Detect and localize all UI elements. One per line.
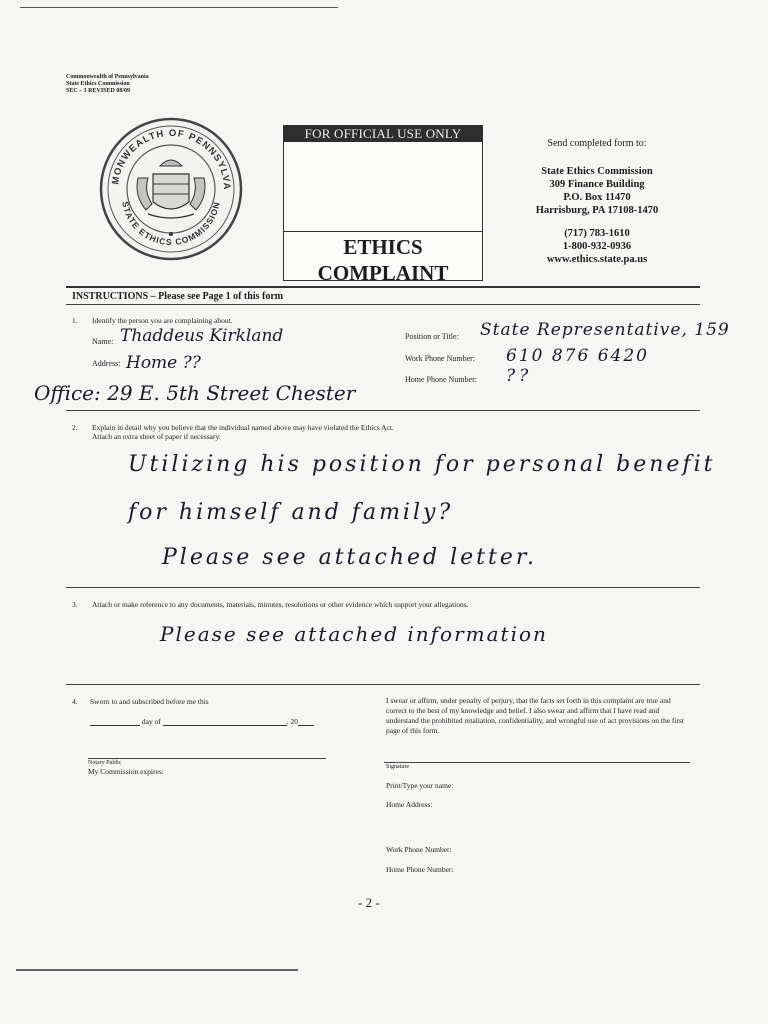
position-label: Position or Title:: [405, 332, 459, 341]
position-value[interactable]: State Representative, 159: [480, 320, 730, 340]
seal-bottom-text: STATE ETHICS COMMISSION: [120, 200, 222, 248]
section3-number: 3.: [72, 600, 78, 609]
form-title-line1: ETHICS: [343, 235, 423, 259]
address-street: 309 Finance Building: [549, 179, 645, 190]
send-to-label: Send completed form to:: [547, 138, 647, 149]
name-value[interactable]: Thaddeus Kirkland: [120, 326, 284, 346]
explanation-line2[interactable]: for himself and family?: [128, 500, 454, 525]
month-blank[interactable]: [163, 716, 287, 726]
section1-prompt: Identify the person you are complaining about.: [92, 316, 233, 325]
year-blank[interactable]: [298, 716, 314, 726]
divider: [66, 304, 700, 305]
section3-prompt: Attach or make reference to any documents, materials, minutes, resolutions or other evidence which support your allegations.: [92, 600, 469, 609]
phone-1: (717) 783-1610: [564, 228, 630, 239]
mailing-address: [512, 165, 682, 266]
header-commission: State Ethics Commission: [66, 81, 130, 87]
section2-prompt-line2: Attach an extra sheet of paper if necessary.: [92, 432, 221, 441]
divider: [66, 286, 700, 288]
address-value[interactable]: Home ??: [126, 353, 201, 373]
form-header: [66, 74, 149, 95]
print-name-label: Print/Type your name:: [386, 781, 454, 790]
commission-seal: [98, 116, 244, 262]
scan-edge-bottom: [16, 969, 298, 971]
address-city: Harrisburg, PA 17108-1470: [535, 205, 659, 216]
work-phone-value[interactable]: 610 876 6420: [506, 346, 649, 366]
year-label: , 20: [286, 717, 298, 726]
section2-number: 2.: [72, 423, 78, 432]
day-of-label: day of: [141, 717, 161, 726]
divider: [66, 587, 700, 588]
explanation-line3[interactable]: Please see attached letter.: [162, 545, 537, 570]
notary-label: Notary Public: [88, 760, 122, 766]
signer-home-phone-label: Home Phone Number:: [386, 865, 454, 874]
office-address-value[interactable]: Office: 29 E. 5th Street Chester: [34, 381, 356, 405]
home-phone-value[interactable]: ??: [506, 366, 533, 386]
notary-signature-line[interactable]: [88, 758, 326, 759]
explanation-line1[interactable]: Utilizing his position for personal benefit: [128, 452, 716, 477]
work-phone-label: Work Phone Number:: [405, 354, 476, 363]
home-address-label: Home Address:: [386, 800, 433, 809]
evidence-line1[interactable]: Please see attached information: [160, 622, 548, 646]
seal-top-text: MONWEALTH OF PENNSYLVA: [110, 127, 233, 191]
section4-number: 4.: [72, 697, 78, 706]
instructions: INSTRUCTIONS – Please see Page 1 of this form: [72, 291, 284, 302]
affirmation-text: I swear or affirm, under penalty of perjury, that the facts set forth in this complaint are true and correct to the best of my knowledge and belief. I also swear and affirm that I have read and understand the prohibited retaliation, confidentiality, and wrongful use of act provisions on the first page of this form.: [386, 696, 684, 735]
signer-work-phone-label: Work Phone Number:: [386, 845, 452, 854]
page-number: - 2 -: [358, 895, 380, 910]
section2-prompt-line1: Explain in detail why you believe that the individual named above may have violated the Ethics Act.: [92, 423, 394, 432]
address-po-box: P.O. Box 11470: [563, 192, 631, 203]
address-org: State Ethics Commission: [541, 166, 653, 177]
sworn-label: Sworn to and subscribed before me this: [90, 697, 209, 706]
day-blank[interactable]: [90, 716, 140, 726]
header-commonwealth: Commonwealth of Pennsylvania: [66, 74, 149, 80]
section1-number: 1.: [72, 316, 78, 325]
divider: [66, 410, 700, 411]
signature-label: Signature: [386, 764, 409, 770]
sworn-date-line: [90, 716, 314, 726]
seal-icon: [98, 116, 244, 262]
phone-2: 1-800-932-0936: [562, 241, 632, 252]
official-use-banner: FOR OFFICIAL USE ONLY: [284, 126, 482, 142]
section2-prompt: [92, 423, 612, 441]
official-use-box: [283, 125, 483, 285]
scan-edge-top: [20, 7, 338, 8]
commission-expires-label: My Commission expires:: [88, 767, 164, 776]
home-phone-label: Home Phone Number:: [405, 375, 477, 384]
form-title-line2: COMPLAINT: [317, 261, 449, 285]
address-label: Address:: [92, 359, 121, 368]
name-label: Name:: [92, 337, 114, 346]
website: www.ethics.state.pa.us: [546, 254, 648, 265]
signature-line[interactable]: [384, 762, 690, 763]
divider: [66, 684, 700, 685]
header-form-id: SEC – 3 REVISED 08/09: [66, 88, 131, 94]
